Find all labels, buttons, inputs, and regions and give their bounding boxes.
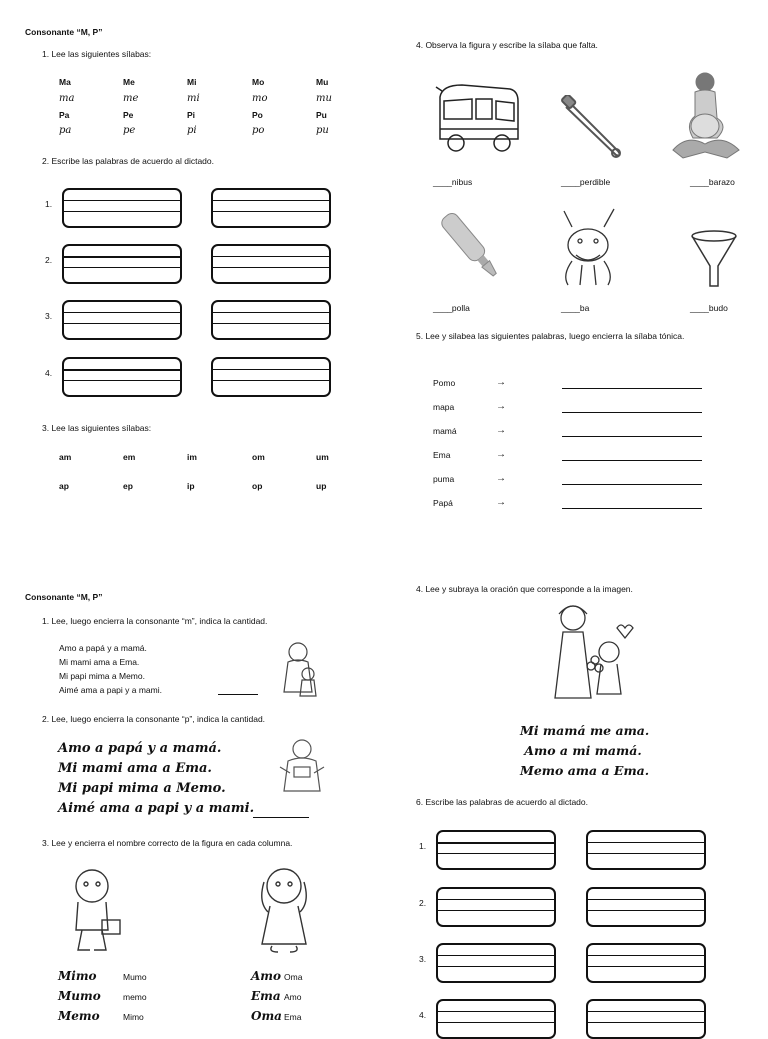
arrow-icon: → [496,449,506,460]
exercise-3-label: 3. Lee las siguientes sílabas: [42,423,152,433]
writing-line [438,899,554,900]
script-sentence: Amo a papá y a mamá. [58,741,222,756]
writing-line [213,211,329,212]
writing-line [213,369,329,370]
answer-line[interactable] [690,303,728,313]
name-option-script[interactable]: Mumo [58,989,101,1003]
sentence: Aimé ama a papi y a mami. [59,685,162,695]
writing-line [588,899,704,900]
page-title-top: Consonante “M, P” [25,27,103,37]
writing-box[interactable] [586,887,706,927]
syllable: Mu [316,77,329,87]
writing-box[interactable] [436,943,556,983]
syllable-fragment: barazo [708,177,735,187]
syllable: pa [59,125,72,136]
page-title-bottom: Consonante “M, P” [25,592,103,602]
pregnant-woman-icon [667,68,743,162]
name-option[interactable]: Amo [284,992,302,1002]
syllable: up [316,481,327,491]
box-number: 3. [45,311,53,321]
sentence: Mi papi mima a Memo. [59,671,145,681]
word: mamá [433,426,457,436]
writing-line [213,256,329,257]
name-option-script[interactable]: Amo [251,969,282,983]
syllable: Pi [187,110,196,120]
arrow-icon: → [496,401,506,412]
writing-box[interactable] [211,188,331,228]
syllable: um [316,452,329,462]
boy-icon [60,864,128,956]
arrow-icon: → [496,497,506,508]
name-option[interactable]: Ema [284,1012,302,1022]
writing-line [438,1022,554,1023]
writing-line [588,966,704,967]
syllable: Ma [59,77,71,87]
writing-line [438,955,554,956]
picture-sentence[interactable]: Mi mamá me ama. [520,723,650,738]
answer-line[interactable] [561,177,610,187]
syllable-fragment: budo [708,303,728,313]
writing-line [64,267,180,268]
writing-line [438,842,554,844]
syllable: am [59,452,72,462]
writing-box[interactable] [62,300,182,340]
answer-blank[interactable]: ____ [561,303,580,313]
script-sentence: Aimé ama a papi y a mami. [58,801,255,816]
writing-line [213,200,329,201]
p-count-blank[interactable] [253,817,309,818]
syllable: pu [316,125,329,136]
writing-box[interactable] [586,943,706,983]
m-count-blank[interactable] [218,694,258,695]
exercise-3b-label: 3. Lee y encierra el nombre correcto de la figura en cada columna. [42,838,293,848]
writing-box[interactable] [211,300,331,340]
syllable: pe [123,125,136,136]
syllable: Me [123,77,135,87]
syllable: em [123,452,136,462]
exercise-4b-label: 4. Lee y subraya la oración que corresponde a la imagen. [416,584,633,594]
girl-icon [248,862,320,954]
syllable: im [187,452,197,462]
writing-line [588,910,704,911]
answer-blank[interactable]: ____ [433,177,452,187]
answer-line[interactable] [562,508,702,509]
writing-line [213,380,329,381]
syllable: me [123,93,139,104]
answer-line[interactable] [562,484,702,485]
syllable: Pu [316,110,327,120]
writing-line [213,312,329,313]
sentence: Mi mami ama a Ema. [59,657,140,667]
writing-box[interactable] [62,244,182,284]
word: Pomo [433,378,456,388]
writing-line [64,380,180,381]
name-option-script[interactable]: Memo [58,1009,100,1023]
syllable: po [252,125,265,136]
writing-line [64,256,180,258]
answer-blank[interactable]: ____ [690,303,709,313]
syllable: mu [316,93,332,104]
exercise-2b-label: 2. Lee, luego encierra la consonante “p”, indica la cantidad. [42,714,266,724]
writing-box[interactable] [211,244,331,284]
arrow-icon: → [496,377,506,388]
box-number: 2. [419,898,427,908]
writing-box[interactable] [62,188,182,228]
writing-box[interactable] [436,830,556,870]
name-option-script[interactable]: Mimo [58,969,97,983]
writing-box[interactable] [211,357,331,397]
word: puma [433,474,455,484]
syllable-fragment: perdible [579,177,611,187]
writing-box[interactable] [436,887,556,927]
grandfather-icon [276,737,328,795]
word: Papá [433,498,453,508]
name-option-script[interactable]: Oma [251,1009,282,1023]
writing-line [588,955,704,956]
syllable-fragment: nibus [451,177,473,187]
syllable: mo [252,93,268,104]
writing-line [438,1011,554,1012]
writing-line [64,369,180,371]
box-number: 4. [419,1010,427,1020]
box-number: 1. [419,841,427,851]
ampoule-icon [430,200,508,288]
writing-line [588,1022,704,1023]
name-option[interactable]: Mimo [123,1012,144,1022]
writing-box[interactable] [62,357,182,397]
script-sentence: Mi mami ama a Ema. [58,761,212,776]
writing-box[interactable] [586,999,706,1039]
script-sentence: Mi papi mima a Memo. [58,781,226,796]
box-number: 3. [419,954,427,964]
word: mapa [433,402,455,412]
syllable: ip [187,481,195,491]
syllable: Pa [59,110,70,120]
arrow-icon: → [496,473,506,484]
answer-line[interactable] [690,177,735,187]
writing-line [438,853,554,854]
answer-line[interactable] [562,388,702,389]
word: Ema [433,450,451,460]
answer-blank[interactable]: ____ [561,177,580,187]
writing-line [64,200,180,201]
writing-line [213,267,329,268]
writing-box[interactable] [436,999,556,1039]
writing-line [64,323,180,324]
writing-line [588,842,704,843]
answer-line[interactable] [562,460,702,461]
writing-line [588,853,704,854]
writing-line [438,966,554,967]
answer-blank[interactable]: ____ [690,177,709,187]
syllable-fragment: polla [451,303,470,313]
syllable: Mi [187,77,197,87]
sentence: Amo a papá y a mamá. [59,643,147,653]
syllable: mi [187,93,200,104]
answer-line[interactable] [562,436,702,437]
name-option-script[interactable]: Ema [251,989,281,1003]
name-option[interactable]: memo [123,992,147,1002]
box-number: 2. [45,255,53,265]
picture-sentence[interactable]: Memo ama a Ema. [520,763,650,778]
syllable: ma [59,93,75,104]
funnel-icon [688,228,740,290]
mother-child-icon [278,640,323,700]
arrow-icon: → [496,425,506,436]
name-option[interactable]: Mumo [123,972,147,982]
syllable-fragment: ba [579,303,590,313]
syllable: pi [187,125,197,136]
writing-line [588,1011,704,1012]
syllable: op [252,481,263,491]
warthog-icon [552,205,624,289]
answer-line[interactable] [433,303,470,313]
box-number: 4. [45,368,53,378]
writing-line [438,910,554,911]
answer-line[interactable] [562,412,702,413]
syllable: Mo [252,77,265,87]
writing-line [64,312,180,313]
syllable: om [252,452,265,462]
answer-line[interactable] [561,303,589,313]
exercise-5-label: 5. Lee y silabea las siguientes palabras, luego encierra la sílaba tónica. [416,331,685,341]
exercise-2-label: 2. Escribe las palabras de acuerdo al dictado. [42,156,214,166]
syllable: ep [123,481,133,491]
safety-pin-icon [560,95,624,160]
mother-son-flowers-icon [537,598,637,710]
syllable: Po [252,110,263,120]
name-option[interactable]: Oma [284,972,303,982]
writing-line [213,323,329,324]
writing-line [64,211,180,212]
syllable: Pe [123,110,134,120]
exercise-1b-label: 1. Lee, luego encierra la consonante “m”, indica la cantidad. [42,616,268,626]
exercise-6-label: 6. Escribe las palabras de acuerdo al dictado. [416,797,588,807]
box-number: 1. [45,199,53,209]
answer-blank[interactable]: ____ [433,303,452,313]
exercise-4-label: 4. Observa la figura y escribe la sílaba que falta. [416,40,598,50]
bus-icon [432,77,522,157]
writing-box[interactable] [586,830,706,870]
syllable: ap [59,481,69,491]
answer-line[interactable] [433,177,472,187]
exercise-1-label: 1. Lee las siguientes sílabas: [42,49,152,59]
picture-sentence[interactable]: Amo a mi mamá. [524,743,642,758]
